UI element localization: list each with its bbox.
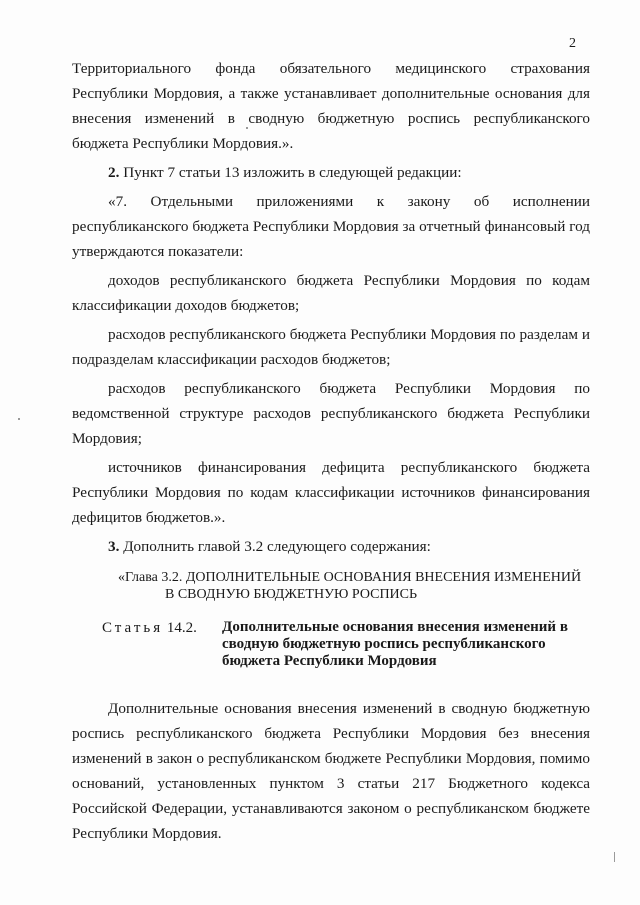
- article-word: Статья: [102, 620, 164, 636]
- chapter-heading-line1: «Глава 3.2. ДОПОЛНИТЕЛЬНЫЕ ОСНОВАНИЯ ВНЕСЕНИЯ ИЗМЕНЕНИЙ: [118, 570, 582, 585]
- scan-speck: [246, 127, 248, 129]
- article-heading: [72, 619, 590, 670]
- chapter-heading-line2: В СВОДНУЮ БЮДЖЕТНУЮ РОСПИСЬ: [165, 587, 418, 602]
- item-2-text: Пункт 7 статьи 13 изложить в следующей редакции:: [119, 164, 462, 181]
- chapter-heading: [72, 569, 590, 603]
- item-3: [72, 534, 590, 559]
- item-2-quote: «7. Отдельными приложениями к закону об исполнении республиканского бюджета Республики Мордовия за отчетный финансовый год утверждаются показатели:: [72, 193, 590, 260]
- item-3-number: 3.: [108, 538, 120, 555]
- indicator-expenses-sections: расходов республиканского бюджета Республики Мордовия по разделам и подразделам классификации расходов бюджетов;: [72, 326, 590, 368]
- paragraph-continuation-line1: Территориального фонда обязательного медицинского страхования: [72, 60, 590, 77]
- paragraph-continuation: Республики Мордовия, а также устанавливает дополнительные основания для внесения изменений в сводную бюджетную роспись республиканского бюджета Республики Мордовия.».: [72, 85, 590, 152]
- scan-speck: [614, 852, 615, 862]
- item-3-text: Дополнить главой 3.2 следующего содержания:: [119, 538, 431, 555]
- scan-speck: [18, 418, 20, 420]
- article-body: Дополнительные основания внесения изменений в сводную бюджетную роспись республиканского бюджета Республики Мордовия без внесения изменений в закон о республиканском бюджете Республики Мордовия, помимо оснований, установленных пунктом 3 статьи 217 Бюджетного кодекса Российской Федерации, устанавливаются законом о республиканском бюджете Республики Мордовия.: [72, 700, 590, 842]
- article-title: Дополнительные основания внесения изменений в сводную бюджетную роспись республиканского бюджета Республики Мордовия: [222, 619, 568, 669]
- indicator-income: доходов республиканского бюджета Республики Мордовия по кодам классификации доходов бюджетов;: [72, 272, 590, 314]
- article-number: 14.2.: [163, 620, 197, 636]
- item-2: [72, 160, 590, 185]
- indicator-expenses-structure: расходов республиканского бюджета Республики Мордовия по ведомственной структуре расходов республиканского бюджета Республики Мордовия;: [72, 380, 590, 447]
- indicator-sources: источников финансирования дефицита республиканского бюджета Республики Мордовия по кодам классификации источников финансирования дефицитов бюджетов.».: [72, 459, 590, 526]
- document-body: [72, 56, 590, 846]
- page-number: 2: [569, 36, 576, 51]
- article-label: [72, 619, 222, 638]
- item-2-number: 2.: [108, 164, 120, 181]
